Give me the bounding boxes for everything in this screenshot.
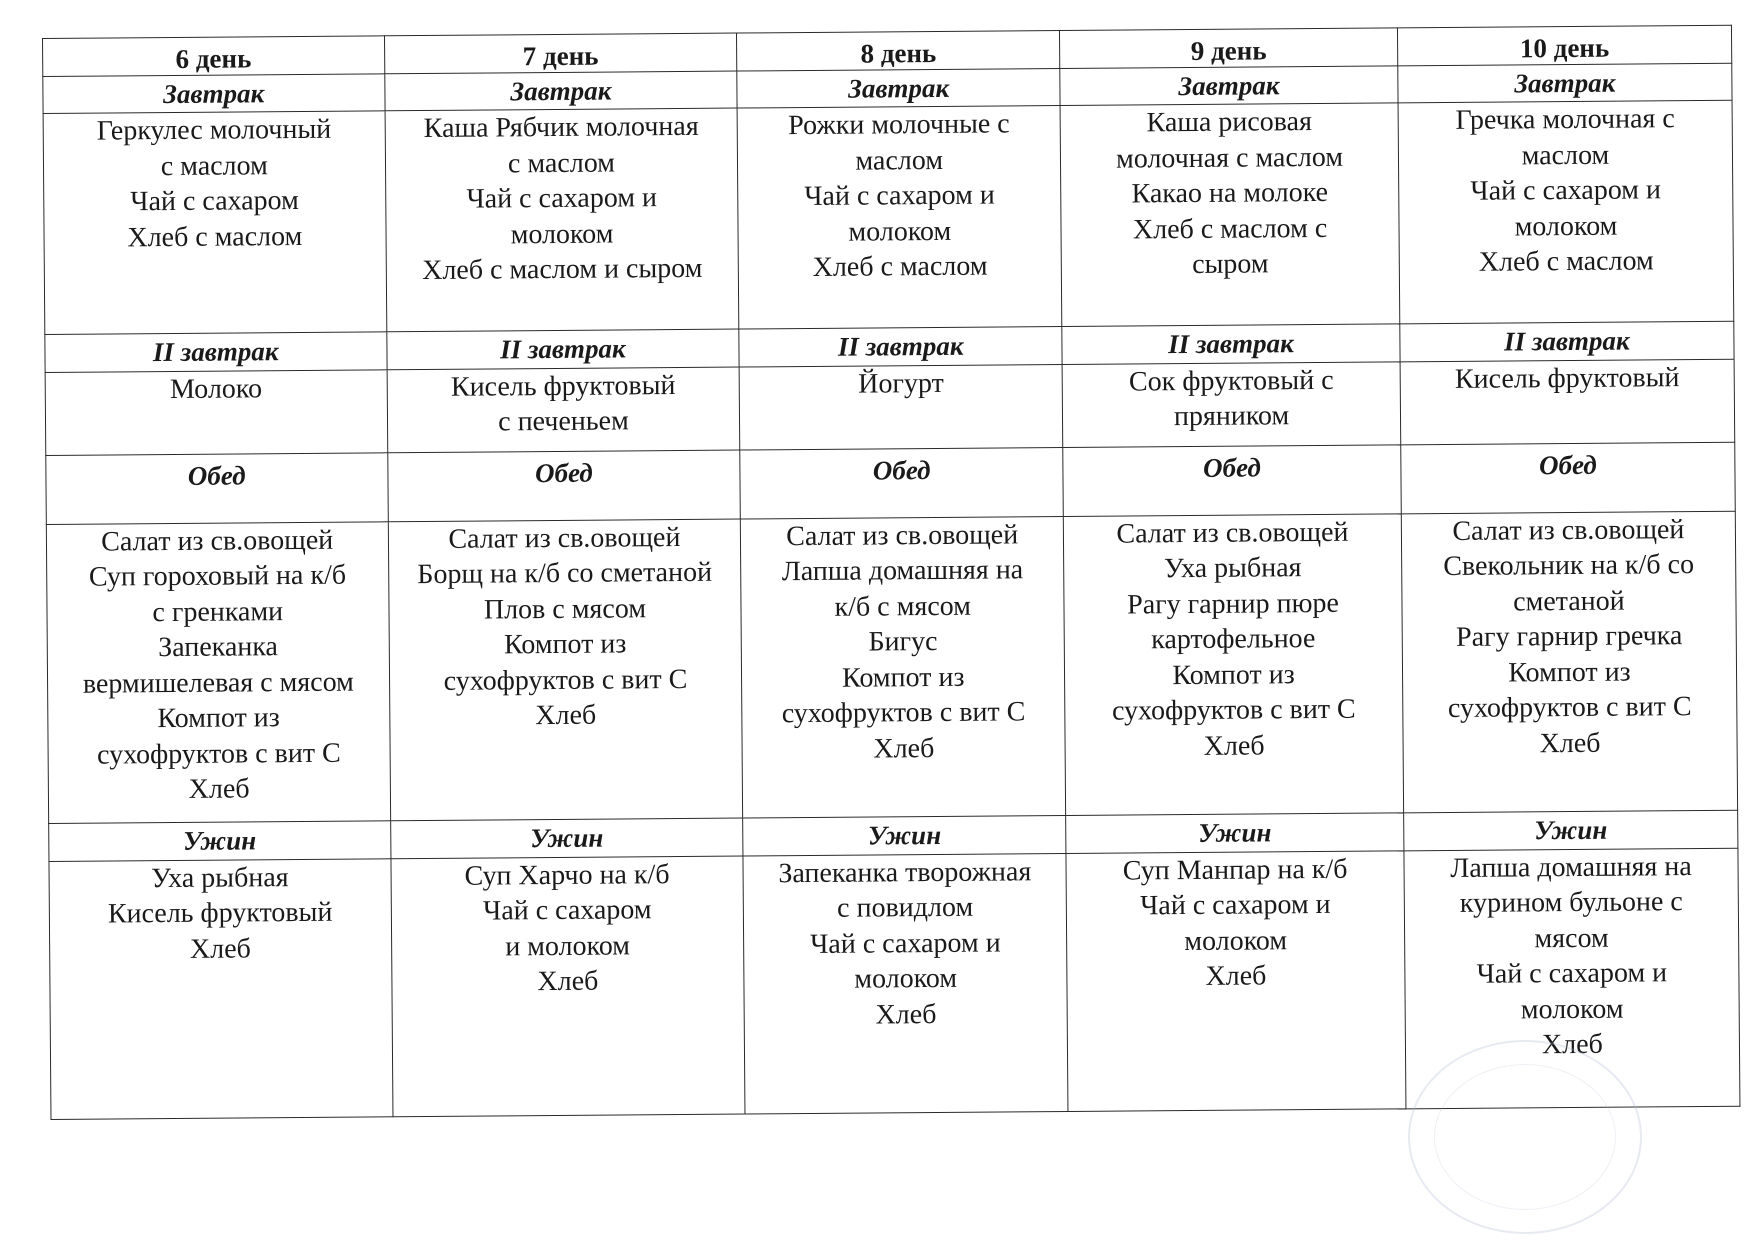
dish-item: Салат из св.овощей xyxy=(786,519,1019,553)
dish-item: Хлеб xyxy=(1539,727,1601,760)
meal-label-breakfast: Завтрак xyxy=(1060,66,1398,106)
dish-item: с печеньем xyxy=(498,405,629,438)
dish-item: Чай с сахаром и xyxy=(466,182,658,215)
dish-item: с гренками xyxy=(152,596,284,629)
dish-item: курином бульоне с xyxy=(1459,886,1683,919)
dinner-dishes-cell xyxy=(1404,848,1740,1109)
breakfast-dishes-cell xyxy=(737,106,1062,330)
dinner-dishes-row xyxy=(49,848,1740,1120)
dish-item: картофельное xyxy=(1151,623,1316,656)
meal-label-dinner: Ужин xyxy=(1066,813,1404,853)
menu-table xyxy=(42,25,1740,1120)
breakfast-dishes-cell xyxy=(1060,103,1400,327)
dish-item: Салат из св.овощей xyxy=(1452,514,1685,547)
day-header: 6 день xyxy=(43,36,385,77)
dish-item: сухофруктов с вит С xyxy=(1111,694,1356,728)
dish-item: Хлеб xyxy=(189,932,251,965)
dish-item: Кисель фруктовый xyxy=(450,369,676,403)
dish-item: Рагу гарнир гречка xyxy=(1455,620,1683,654)
dish-item: Хлеб с маслом xyxy=(812,250,988,284)
dish-item: Рагу гарнир пюре xyxy=(1127,587,1339,621)
meal-label-dinner: Ужин xyxy=(743,816,1066,856)
dish-item: Каша Рябчик молочная xyxy=(423,110,699,145)
second-breakfast-dishes-row xyxy=(45,359,1735,456)
meal-label-breakfast: Завтрак xyxy=(43,74,385,114)
dish-item: Чай с сахаром xyxy=(130,185,299,218)
meal-label-lunch: Обед xyxy=(740,447,1063,519)
dish-item: Хлеб с маслом xyxy=(127,220,303,253)
dish-item: Компот из xyxy=(1508,656,1631,689)
dish-item: молоком xyxy=(848,215,952,248)
lunch-label-row xyxy=(46,442,1735,524)
dish-item: Уха рыбная xyxy=(151,861,289,894)
dish-item: мясом xyxy=(1534,922,1609,954)
meal-label-lunch: Обед xyxy=(1401,442,1736,514)
dish-item: молочная с маслом xyxy=(1115,141,1344,175)
dish-item: вермишелевая с мясом xyxy=(82,666,354,700)
dish-item: Суп Манпар на к/б xyxy=(1122,853,1348,887)
dish-item: Хлеб xyxy=(537,965,599,998)
dish-item: Запеканка творожная xyxy=(778,855,1032,889)
dish-item: Компот из xyxy=(503,628,627,661)
dish-item: Хлеб с маслом и сыром xyxy=(422,252,703,287)
dish-item: молоком xyxy=(510,218,614,250)
dish-item: Чай с сахаром и xyxy=(1476,957,1668,990)
breakfast-dishes-cell xyxy=(385,108,740,332)
dish-item: пряником xyxy=(1173,400,1290,433)
dish-item: Суп Харчо на к/б xyxy=(464,858,670,892)
dish-item: Хлеб xyxy=(1541,1028,1603,1061)
dish-item: Хлеб xyxy=(1205,960,1267,992)
meal-label-breakfast: Завтрак xyxy=(737,69,1060,109)
dinner-dishes-cell xyxy=(743,853,1068,1114)
meal-label-breakfast: Завтрак xyxy=(1398,63,1732,103)
dish-item: маслом xyxy=(1521,139,1610,172)
lunch-dishes-cell xyxy=(1063,514,1403,816)
dish-item: Молоко xyxy=(169,372,263,405)
dish-item: Хлеб xyxy=(535,700,597,732)
lunch-dishes-cell xyxy=(741,516,1066,818)
dish-item: к/б с мясом xyxy=(834,590,972,623)
dish-item: Гречка молочная с xyxy=(1455,103,1675,137)
breakfast-dishes-cell xyxy=(43,111,386,335)
dinner-dishes-cell xyxy=(49,858,393,1119)
lunch-dishes-cell xyxy=(1401,511,1737,813)
dish-item: Хлеб с маслом с xyxy=(1132,212,1328,246)
dish-item: Лапша домашняя на xyxy=(1450,850,1692,884)
dish-item: Хлеб xyxy=(873,732,935,765)
dinner-dishes-cell xyxy=(1066,850,1406,1111)
lunch-dishes-cell xyxy=(388,519,743,821)
dish-item: молоком xyxy=(1520,993,1624,1025)
dish-item: Компот из xyxy=(841,661,965,694)
dish-item: Суп гороховый на к/б xyxy=(88,560,347,594)
dish-item: Кисель фруктовый xyxy=(1454,361,1680,395)
dish-item: с маслом xyxy=(160,149,268,182)
dish-item: Геркулес молочный xyxy=(96,113,332,147)
dish-item: молоком xyxy=(1514,210,1618,243)
day-header: 10 день xyxy=(1397,25,1731,66)
dish-item: Хлеб xyxy=(188,773,250,806)
second-breakfast-dishes-cell xyxy=(1400,359,1735,445)
meal-label-second-breakfast: II завтрак xyxy=(739,327,1062,367)
meal-label-breakfast: Завтрак xyxy=(384,71,737,111)
day-header: 9 день xyxy=(1060,28,1398,69)
dish-item: Салат из св.овощей xyxy=(101,524,334,558)
dish-item: Чай с сахаром и xyxy=(1470,174,1662,207)
breakfast-dishes-cell xyxy=(1398,100,1734,324)
dish-item: сухофруктов с вит С xyxy=(96,737,341,771)
dish-item: Хлеб xyxy=(875,998,937,1031)
dish-item: сыром xyxy=(1192,248,1269,281)
dish-item: Бигус xyxy=(868,626,938,658)
meal-label-lunch: Обед xyxy=(46,453,388,525)
dish-item: Борщ на к/б со сметаной xyxy=(417,557,713,591)
meal-label-dinner: Ужин xyxy=(1404,811,1738,851)
second-breakfast-dishes-cell xyxy=(1062,361,1400,447)
meal-label-lunch: Обед xyxy=(1063,445,1401,517)
day-header: 8 день xyxy=(737,31,1060,72)
dish-item: Салат из св.овощей xyxy=(448,521,681,555)
dish-item: Плов с мясом xyxy=(483,593,647,626)
second-breakfast-dishes-cell xyxy=(387,367,740,453)
dish-item: Чай с сахаром и xyxy=(810,927,1001,960)
dish-item: Чай с сахаром и xyxy=(1140,888,1331,922)
dish-item: Каша рисовая xyxy=(1146,106,1313,139)
dish-item: Компот из xyxy=(157,702,280,735)
dish-item: Какао на молоке xyxy=(1131,177,1329,210)
dish-item: с повидлом xyxy=(836,891,974,924)
dish-item: Лапша домашняя на xyxy=(781,554,1024,588)
dish-item: Кисель фруктовый xyxy=(107,896,333,930)
menu-sheet xyxy=(42,25,1740,1120)
dish-item: Хлеб xyxy=(1203,730,1265,762)
second-breakfast-dishes-cell xyxy=(45,369,387,455)
meal-label-dinner: Ужин xyxy=(390,819,743,859)
meal-label-second-breakfast: II завтрак xyxy=(45,332,387,372)
dish-item: сухофруктов с вит С xyxy=(781,696,1026,730)
dish-item: Йогурт xyxy=(858,367,944,400)
lunch-dishes-cell xyxy=(46,522,390,824)
dish-item: сметаной xyxy=(1513,585,1625,618)
meal-label-dinner: Ужин xyxy=(49,821,391,861)
dish-item: и молоком xyxy=(505,929,631,962)
dish-item: сухофруктов с вит С xyxy=(443,663,688,697)
dish-item: Салат из св.овощей xyxy=(1116,516,1349,550)
dish-item: Хлеб с маслом xyxy=(1478,245,1654,278)
dish-item: Чай с сахаром xyxy=(482,894,652,927)
meal-label-second-breakfast: II завтрак xyxy=(1400,322,1734,362)
lunch-dishes-row xyxy=(46,511,1737,824)
meal-label-lunch: Обед xyxy=(387,450,740,522)
dinner-dishes-cell xyxy=(391,856,746,1117)
meal-label-second-breakfast: II завтрак xyxy=(1062,324,1400,364)
second-breakfast-dishes-cell xyxy=(739,364,1062,450)
dish-item: с маслом xyxy=(507,147,616,179)
dish-item: молоком xyxy=(854,962,958,995)
meal-label-second-breakfast: II завтрак xyxy=(386,330,739,370)
dish-item: молоком xyxy=(1184,924,1288,957)
breakfast-dishes-row xyxy=(43,100,1734,335)
dish-item: Свекольник на к/б со xyxy=(1443,549,1695,583)
dish-item: маслом xyxy=(855,144,944,177)
dish-item: Запеканка xyxy=(158,631,279,664)
dish-item: Чай с сахаром и xyxy=(804,179,995,213)
day-header: 7 день xyxy=(384,33,737,74)
dish-item: Компот из xyxy=(1172,659,1295,692)
dish-item: сухофруктов с вит С xyxy=(1447,691,1692,725)
dish-item: Сок фруктовый с xyxy=(1128,364,1334,398)
dish-item: Рожки молочные с xyxy=(788,108,1010,142)
dish-item: Уха рыбная xyxy=(1163,552,1302,585)
